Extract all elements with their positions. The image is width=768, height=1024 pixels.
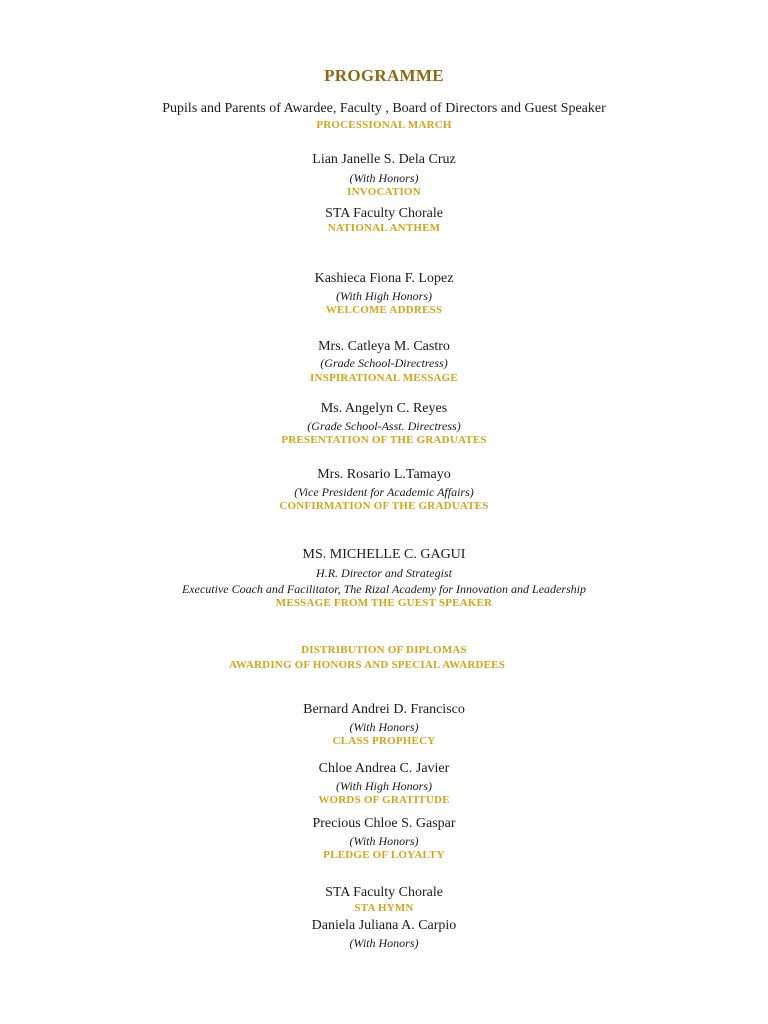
- participant-name: Precious Chloe S. Gaspar: [312, 816, 456, 831]
- participant-name: STA Faculty Chorale: [325, 885, 443, 900]
- attendees-line: Pupils and Parents of Awardee, Faculty , Board of Directors and Guest Speaker: [162, 101, 606, 116]
- participant-role: (With Honors): [349, 171, 419, 185]
- participant-role: (With Honors): [349, 936, 419, 950]
- guest-speaker-affiliation: Executive Coach and Facilitator, The Rizal Academy for Innovation and Leadership: [181, 582, 587, 596]
- programme-item: WORDS OF GRATITUDE: [318, 794, 450, 806]
- programme-item: NATIONAL ANTHEM: [327, 222, 441, 234]
- participant-name: Bernard Andrei D. Francisco: [303, 702, 465, 717]
- programme-item: INSPIRATIONAL MESSAGE: [310, 372, 458, 384]
- participant-name: Ms. Angelyn C. Reyes: [320, 401, 448, 416]
- participant-role: (Grade School-Asst. Directress): [307, 419, 461, 433]
- participant-name: Kashieca Fiona F. Lopez: [314, 271, 454, 286]
- page-title: PROGRAMME: [324, 66, 444, 85]
- participant-name: Chloe Andrea C. Javier: [318, 761, 450, 776]
- participant-role: (With Honors): [349, 720, 419, 734]
- programme-item: CLASS PROPHECY: [332, 735, 436, 747]
- programme-item: AWARDING OF HONORS AND SPECIAL AWARDEES: [228, 659, 506, 671]
- programme-item: PRESENTATION OF THE GRADUATES: [281, 434, 487, 446]
- programme-item: WELCOME ADDRESS: [325, 304, 443, 316]
- participant-name: Mrs. Rosario L.Tamayo: [317, 467, 451, 482]
- participant-role: (Grade School-Directress): [320, 356, 448, 370]
- participant-role: (With Honors): [349, 834, 419, 848]
- participant-role: (With High Honors): [336, 289, 432, 303]
- participant-role: (Vice President for Academic Affairs): [294, 485, 474, 499]
- participant-name: Daniela Juliana A. Carpio: [311, 918, 457, 933]
- guest-speaker-name: MS. MICHELLE C. GAGUI: [302, 547, 466, 562]
- programme-item: PROCESSIONAL MARCH: [316, 119, 452, 131]
- programme-item: MESSAGE FROM THE GUEST SPEAKER: [275, 597, 493, 609]
- participant-name: Lian Janelle S. Dela Cruz: [312, 152, 456, 167]
- participant-role: (With High Honors): [336, 779, 432, 793]
- programme-item: INVOCATION: [347, 186, 421, 198]
- guest-speaker-role: H.R. Director and Strategist: [316, 566, 452, 580]
- programme-item: CONFIRMATION OF THE GRADUATES: [279, 500, 489, 512]
- participant-name: STA Faculty Chorale: [325, 206, 443, 221]
- programme-item: DISTRIBUTION OF DIPLOMAS: [301, 644, 467, 656]
- programme-item: STA HYMN: [354, 902, 414, 914]
- participant-name: Mrs. Catleya M. Castro: [318, 339, 450, 354]
- programme-item: PLEDGE OF LOYALTY: [323, 849, 445, 861]
